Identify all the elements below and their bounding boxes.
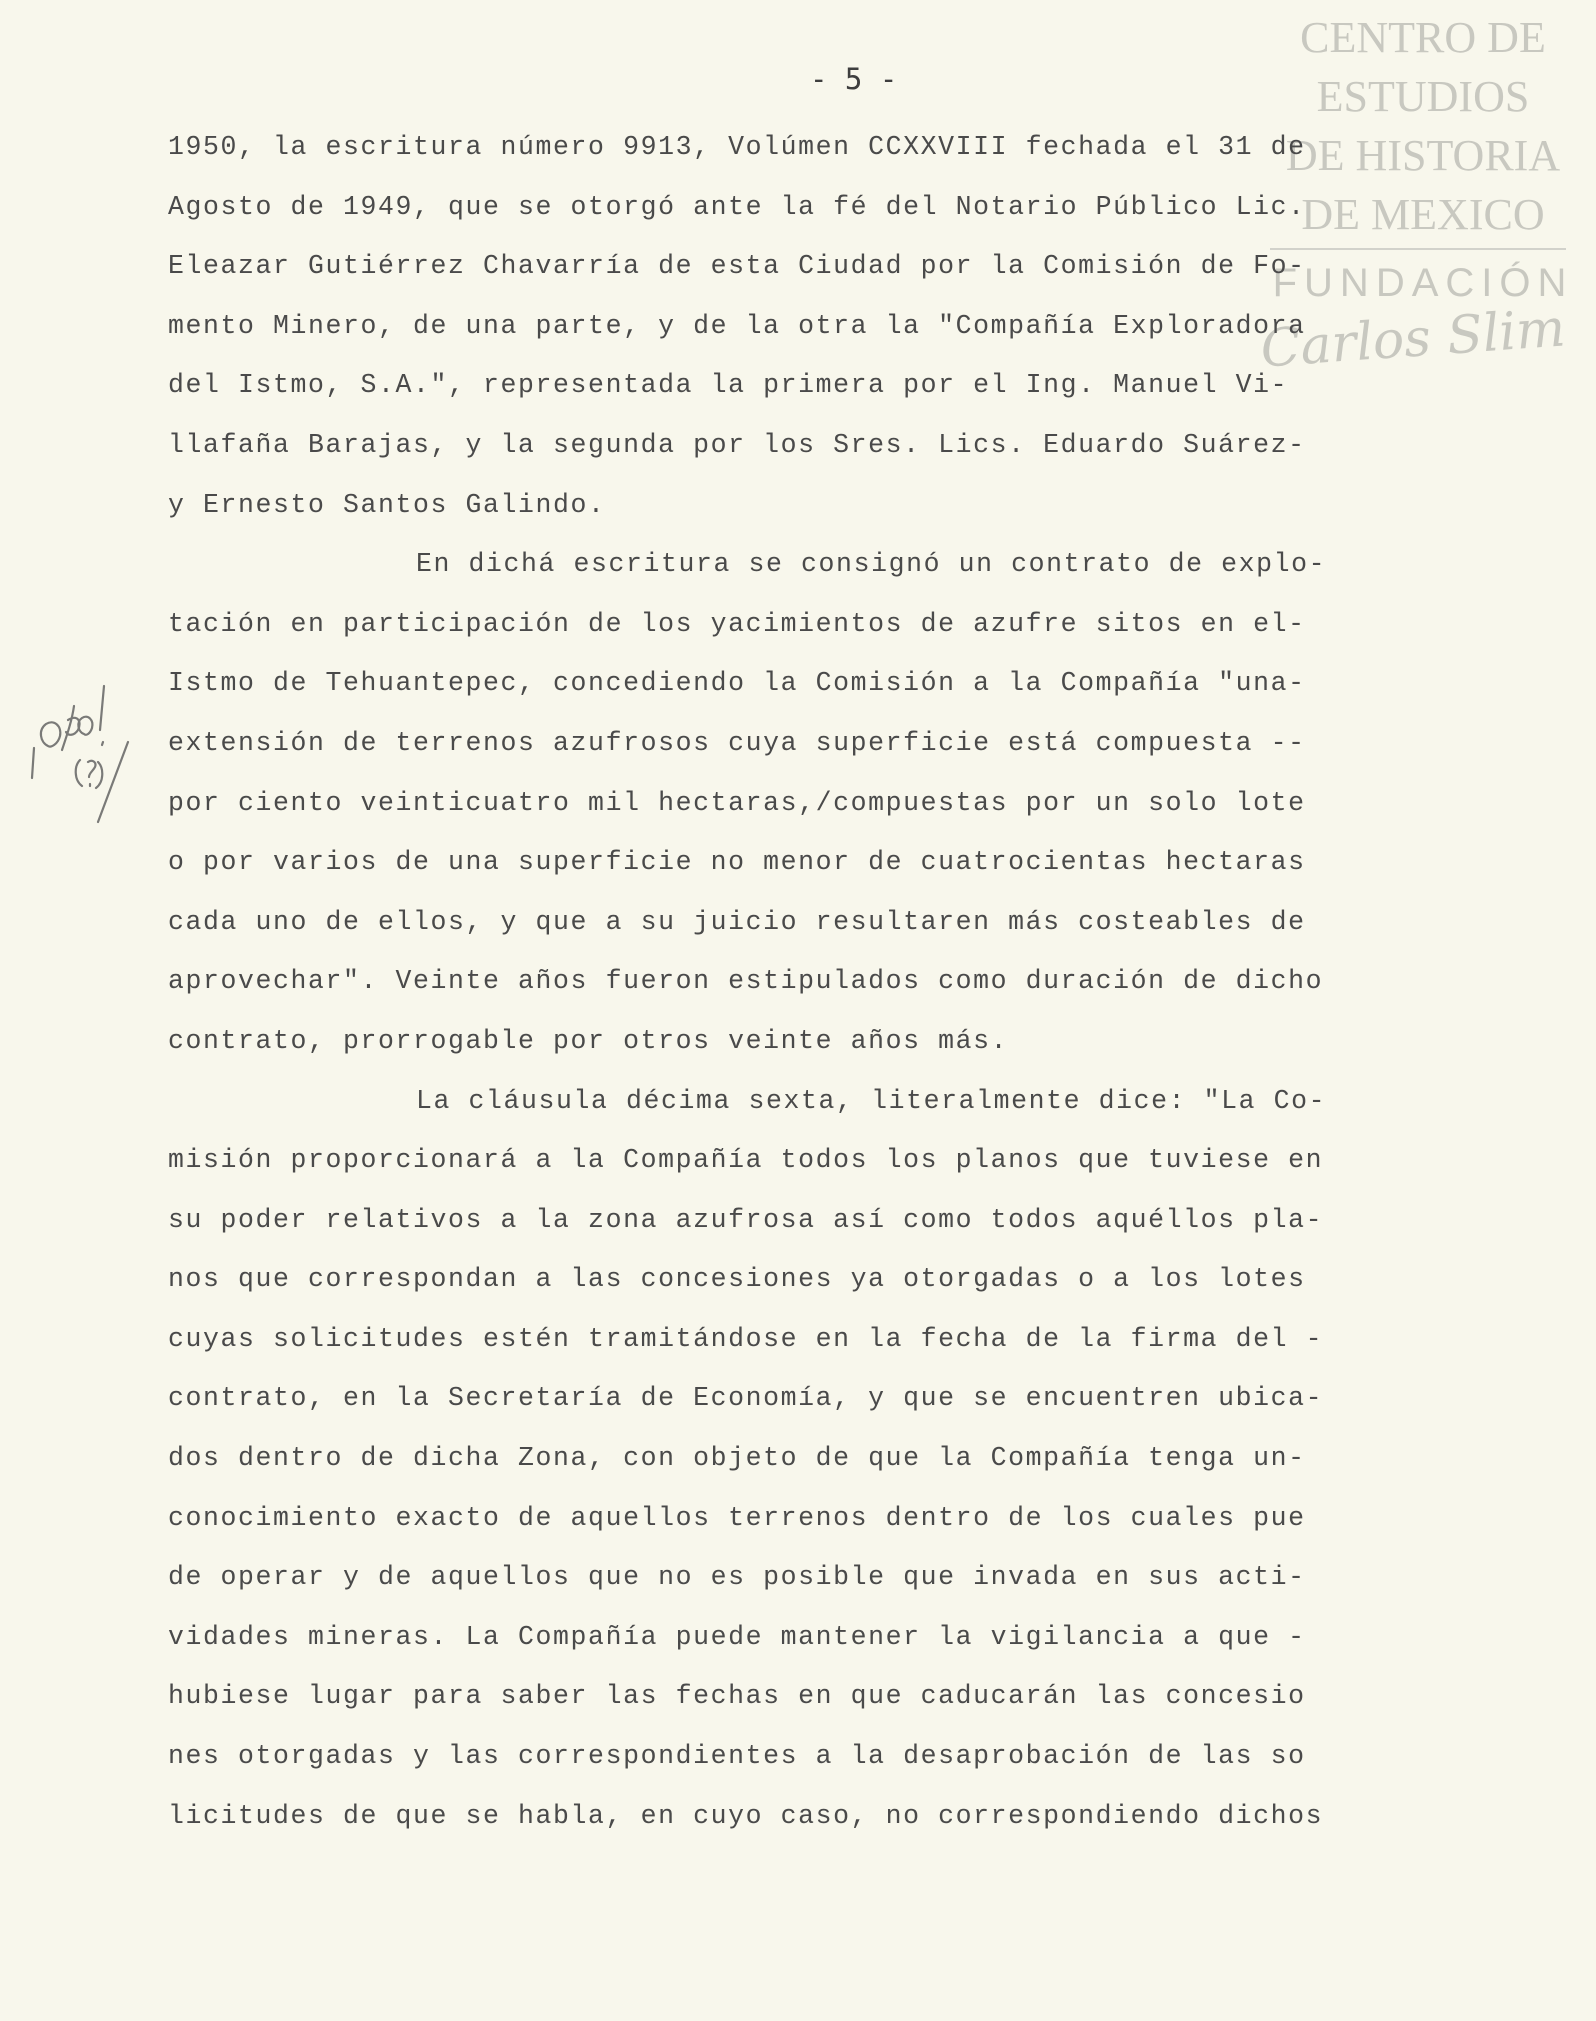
text-line: de operar y de aquellos que no es posible que invada en sus acti- bbox=[168, 1562, 1306, 1593]
text-line: nes otorgadas y las correspondientes a la desaprobación de las so bbox=[168, 1741, 1306, 1772]
text-line: Eleazar Gutiérrez Chavarría de esta Ciudad por la Comisión de Fo- bbox=[168, 251, 1306, 282]
text-line: cada uno de ellos, y que a su juicio resultaren más costeables de bbox=[168, 906, 1306, 937]
text-line: llafaña Barajas, y la segunda por los Sres. Lics. Eduardo Suárez- bbox=[168, 429, 1306, 460]
text-line: licitudes de que se habla, en cuyo caso, no correspondiendo dichos bbox=[168, 1800, 1324, 1831]
watermark-line-3: DE HISTORIA bbox=[1285, 131, 1561, 180]
document-body bbox=[168, 118, 1418, 1846]
watermark-line-1: CENTRO DE bbox=[1300, 13, 1546, 62]
text-line: su poder relativos a la zona azufrosa así como todos aquéllos pla- bbox=[168, 1204, 1324, 1235]
text-line: conocimiento exacto de aquellos terrenos dentro de los cuales pue bbox=[168, 1502, 1306, 1533]
text-line: 1950, la escritura número 9913, Volúmen CCXXVIII fechada el 31 de bbox=[168, 132, 1306, 162]
text-line: extensión de terrenos azufrosos cuya superficie está compuesta -- bbox=[168, 727, 1306, 758]
paragraph-start-line: La cláusula décima sexta, literalmente dice: "La Co- bbox=[416, 1085, 1327, 1116]
text-line: dos dentro de dicha Zona, con objeto de que la Compañía tenga un- bbox=[168, 1443, 1306, 1474]
text-line: vidades mineras. La Compañía puede mantener la vigilancia a que - bbox=[168, 1621, 1306, 1652]
handwritten-margin-note bbox=[18, 650, 158, 830]
text-line: y Ernesto Santos Galindo. bbox=[168, 489, 606, 520]
text-line: por ciento veinticuatro mil hectaras,/compuestas por un solo lote bbox=[168, 787, 1306, 818]
text-line: o por varios de una superficie no menor de cuatrocientas hectaras bbox=[168, 847, 1306, 878]
text-line: cuyas solicitudes estén tramitándose en la fecha de la firma del - bbox=[168, 1323, 1324, 1354]
watermark-foundation: FUNDACIÓN bbox=[1272, 261, 1574, 305]
text-line: Istmo de Tehuantepec, concediendo la Comisión a la Compañía "una- bbox=[168, 668, 1306, 699]
text-line: nos que correspondan a las concesiones ya otorgadas o a los lotes bbox=[168, 1264, 1306, 1295]
paragraph-start-line: En dichá escritura se consignó un contrato de explo- bbox=[416, 549, 1327, 580]
text-line: Agosto de 1949, que se otorgó ante la fé del Notario Público Lic. bbox=[168, 191, 1306, 222]
watermark-signature: Carlos Slim bbox=[1258, 298, 1568, 380]
text-line: contrato, en la Secretaría de Economía, y que se encuentren ubica- bbox=[168, 1383, 1324, 1414]
watermark-line-4: DE MEXICO bbox=[1301, 190, 1545, 239]
text-line: misión proporcionará a la Compañía todos los planos que tuviese en bbox=[168, 1145, 1324, 1176]
page-number: - 5 - bbox=[810, 62, 898, 96]
text-line: del Istmo, S.A.", representada la primera por el Ing. Manuel Vi- bbox=[168, 370, 1289, 401]
handwritten-ojo-mark bbox=[18, 650, 158, 830]
text-line: contrato, prorrogable por otros veinte años más. bbox=[168, 1025, 1009, 1056]
text-line: hubiese lugar para saber las fechas en que caducarán las concesio bbox=[168, 1681, 1306, 1712]
text-line: tación en participación de los yacimientos de azufre sitos en el- bbox=[168, 608, 1306, 639]
watermark-line-2: ESTUDIOS bbox=[1316, 72, 1530, 121]
text-line: mento Minero, de una parte, y de la otra la "Compañía Exploradora bbox=[168, 310, 1306, 341]
text-line: aprovechar". Veinte años fueron estipulados como duración de dicho bbox=[168, 966, 1324, 997]
